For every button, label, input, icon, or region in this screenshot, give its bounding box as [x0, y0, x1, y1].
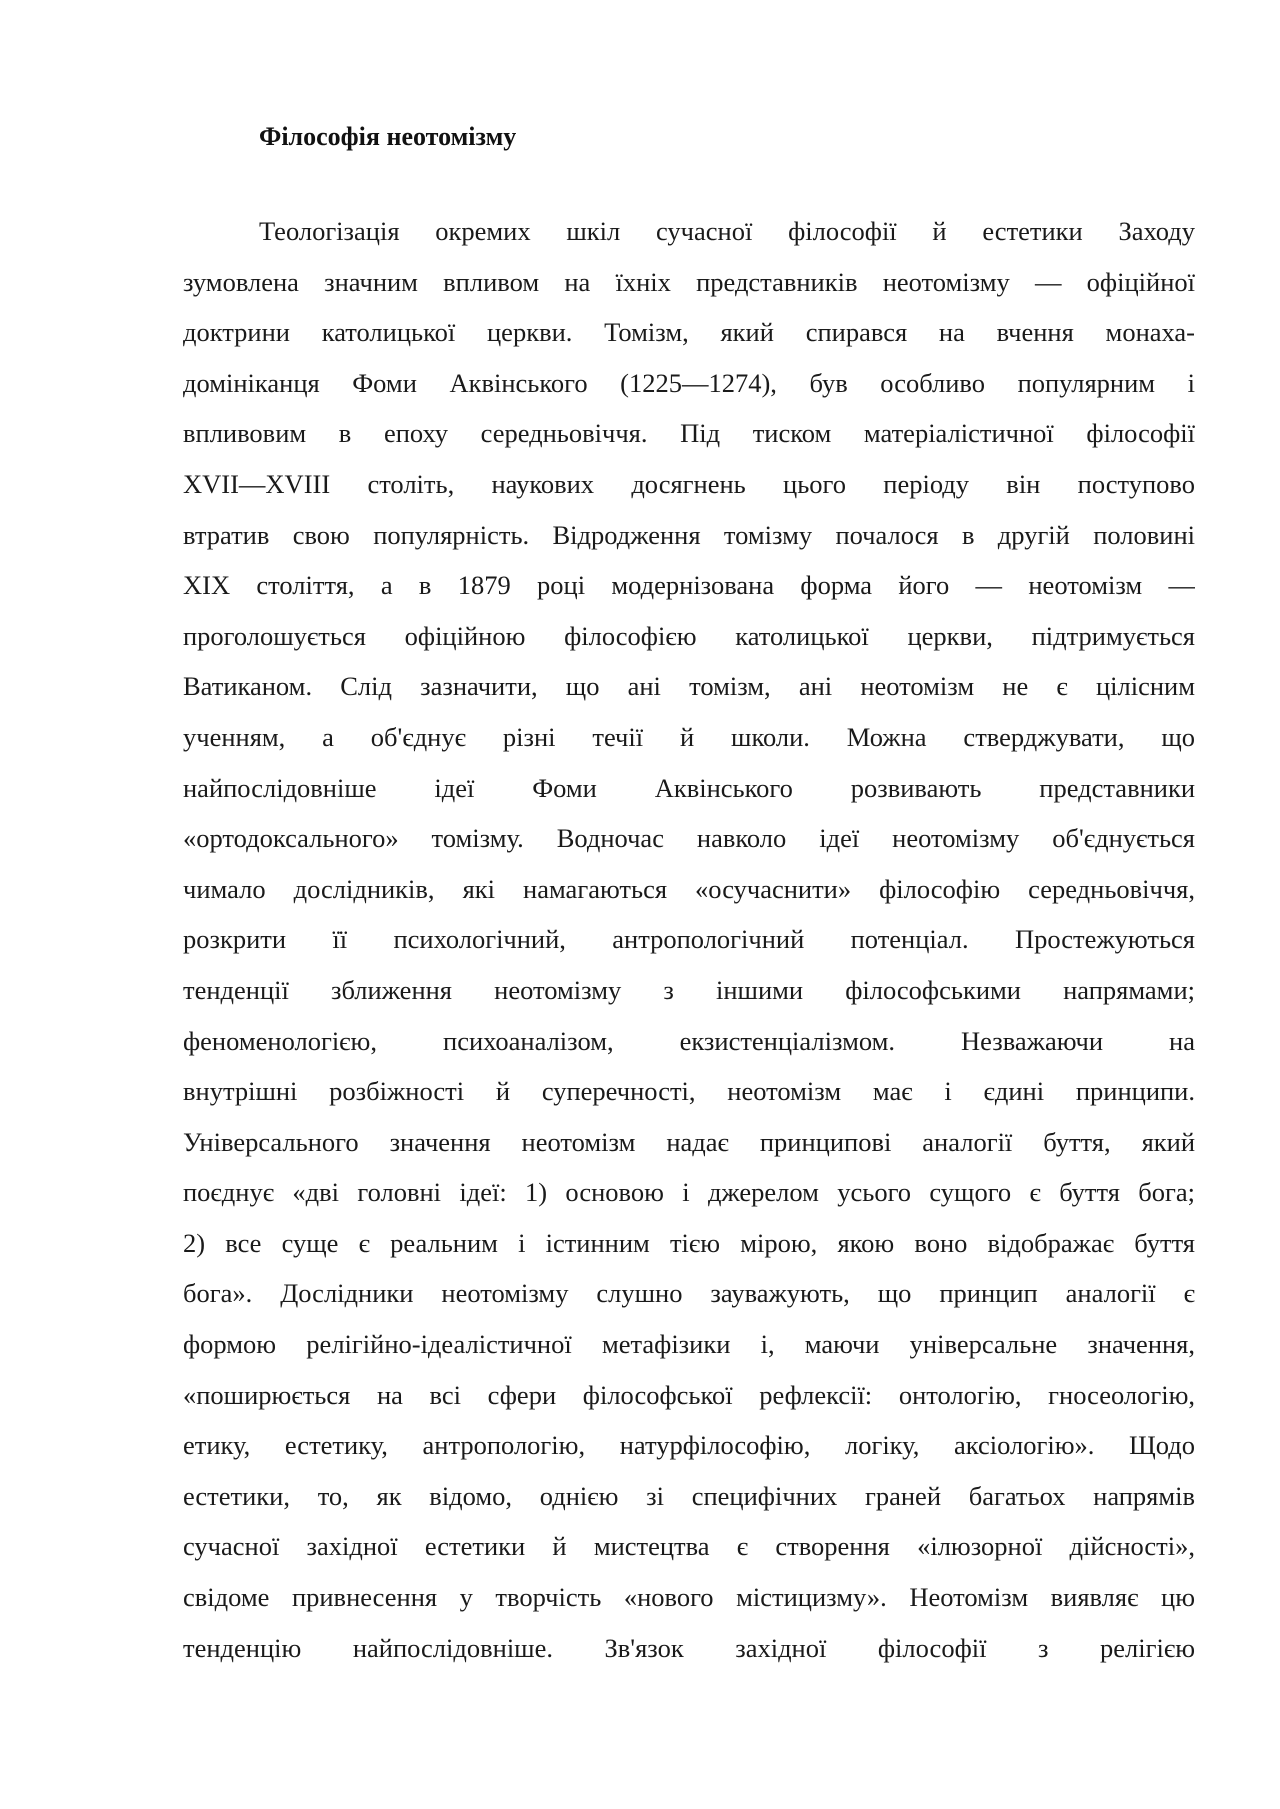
text-line: феноменологією, психоаналізом, екзистенціалізмом. Незважаючи на — [183, 1025, 1195, 1056]
text-line: внутрішні розбіжності й суперечності, неотомізм має і єдині принципи. — [183, 1076, 1195, 1107]
text-line: сучасної західної естетики й мистецтва є створення «ілюзорної дійсності», — [183, 1531, 1195, 1562]
text-line: Універсального значення неотомізм надає принципові аналогії буття, який — [183, 1126, 1195, 1157]
text-line: XIX століття, а в 1879 році модернізована форма його — неотомізм — — [183, 570, 1195, 601]
text-line: тенденцію найпослідовніше. Зв'язок західної філософії з релігією — [183, 1632, 1195, 1663]
text-line: свідоме привнесення у творчість «нового містицизму». Неотомізм виявляє цю — [183, 1582, 1195, 1613]
text-line: 2) все суще є реальним і істинним тією мірою, якою воно відображає буття — [183, 1227, 1195, 1258]
text-line: XVII—XVIII століть, наукових досягнень цього періоду він поступово — [183, 468, 1195, 499]
text-line: втратив свою популярність. Відродження томізму почалося в другій половині — [183, 519, 1195, 550]
text-line: бога». Дослідники неотомізму слушно зауважують, що принцип аналогії є — [183, 1278, 1195, 1309]
text-line: домініканця Фоми Аквінського (1225—1274), був особливо популярним і — [183, 367, 1195, 398]
text-line: Теологізація окремих шкіл сучасної філософії й естетики Заходу — [259, 216, 1195, 246]
text-line: «поширюється на всі сфери філософської рефлексії: онтологію, гносеологію, — [183, 1379, 1195, 1410]
text-line: тенденції зближення неотомізму з іншими філософськими напрямами; — [183, 974, 1195, 1005]
text-line: впливовим в епоху середньовіччя. Під тиском матеріалістичної філософії — [183, 418, 1195, 449]
text-line: поєднує «дві головні ідеї: 1) основою і джерелом усього сущого є буття бога; — [183, 1177, 1195, 1208]
text-line: «ортодоксального» томізму. Водночас навколо ідеї неотомізму об'єднується — [183, 823, 1195, 854]
document-body — [183, 206, 1195, 1673]
text-line: розкрити її психологічний, антропологічний потенціал. Простежуються — [183, 924, 1195, 955]
text-line: найпослідовніше ідеї Фоми Аквінського розвивають представники — [183, 772, 1195, 803]
document-title: Філософія неотомізму — [259, 122, 517, 151]
text-line: естетики, то, як відомо, однією зі специфічних граней багатьох напрямів — [183, 1480, 1195, 1511]
text-line: ученням, а об'єднує різні течії й школи. Можна стверджувати, що — [183, 721, 1195, 752]
text-line: доктрини католицької церкви. Томізм, який спирався на вчення монаха- — [183, 317, 1195, 348]
text-line: чимало дослідників, які намагаються «осучаснити» філософію середньовіччя, — [183, 873, 1195, 904]
text-line: зумовлена значним впливом на їхніх представників неотомізму — офіційної — [183, 266, 1195, 297]
text-line: етику, естетику, антропологію, натурфілософію, логіку, аксіологію». Щодо — [183, 1430, 1195, 1461]
text-line: проголошується офіційною філософією католицької церкви, підтримується — [183, 620, 1195, 651]
text-line: Ватиканом. Слід зазначити, що ані томізм, ані неотомізм не є цілісним — [183, 671, 1195, 702]
text-line: формою релігійно-ідеалістичної метафізики і, маючи універсальне значення, — [183, 1329, 1195, 1360]
